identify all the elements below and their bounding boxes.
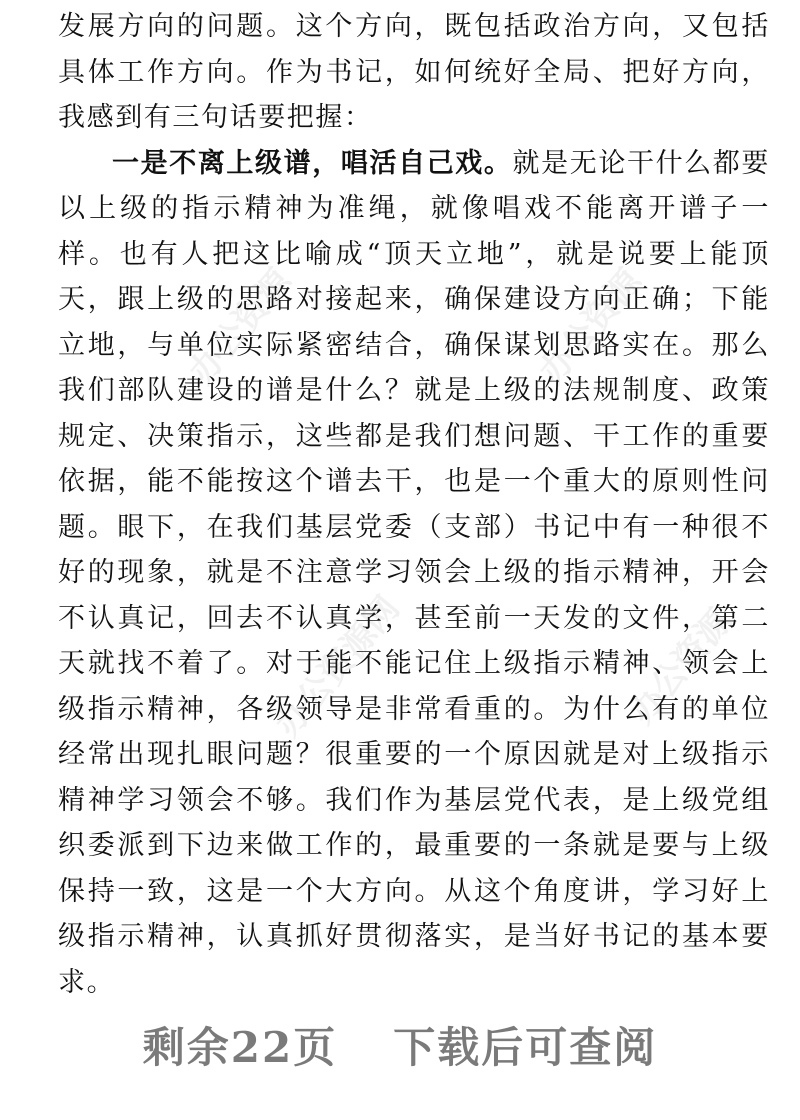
download-prompt-banner[interactable] [0,1015,800,1075]
watermark: 办公资源 [181,261,300,392]
remaining-pages-label: 剩余22页 [142,1023,338,1072]
document-body [58,4,770,1005]
download-hint-label: 下载后可查阅 [393,1023,658,1072]
paragraph-heading: 一是不离上级谱，唱活自己戏。 [112,147,513,179]
paragraph-body: 就是无论干什么都要以上级的指示精神为准绳，就像唱戏不能离开谱子一样。也有人把这比喻成“顶天立地”，就是说要上能顶天，跟上级的思路对接起来，确保建设方向正确；下能立地，与单位实际紧密结合，确保谋划思路实在。那么我们部队建设的谱是什么？就是上级的法规制度、政策规定、决策指示，这些都是我们想问题、干工作的重要依据，能不能按这个谱去干，也是一个重大的原则性问题。眼下，在我们基层党委（支部）书记中有一种很不好的现象，就是不注意学习领会上级的指示精神，开会不认真记，回去不认真学，甚至前一天发的文件，第二天就找不着了。对于能不能记住上级指示精神、领会上级指示精神，各级领导是非常看重的。为什么有的单位经常出现扎眼问题？很重要的一个原因就是对上级指示精神学习领会不够。我们作为基层党代表，是上级党组织委派到下边来做工作的，最重要的一条就是要与上级保持一致，这是一个大方向。从这个角度讲，学习好上级指示精神，认真抓好贯彻落实，是当好书记的基本要求。 [58,147,770,998]
watermark: 办公资源 [531,261,650,392]
watermark: 办公资源网 [267,588,408,745]
paragraph: 发展方向的问题。这个方向，既包括政治方向，又包括具体工作方向。作为书记，如何统好全局、把好方向，我感到有三句话要把握： [58,11,770,133]
paragraph [58,141,770,1006]
watermark: 办公资源 [621,601,740,732]
